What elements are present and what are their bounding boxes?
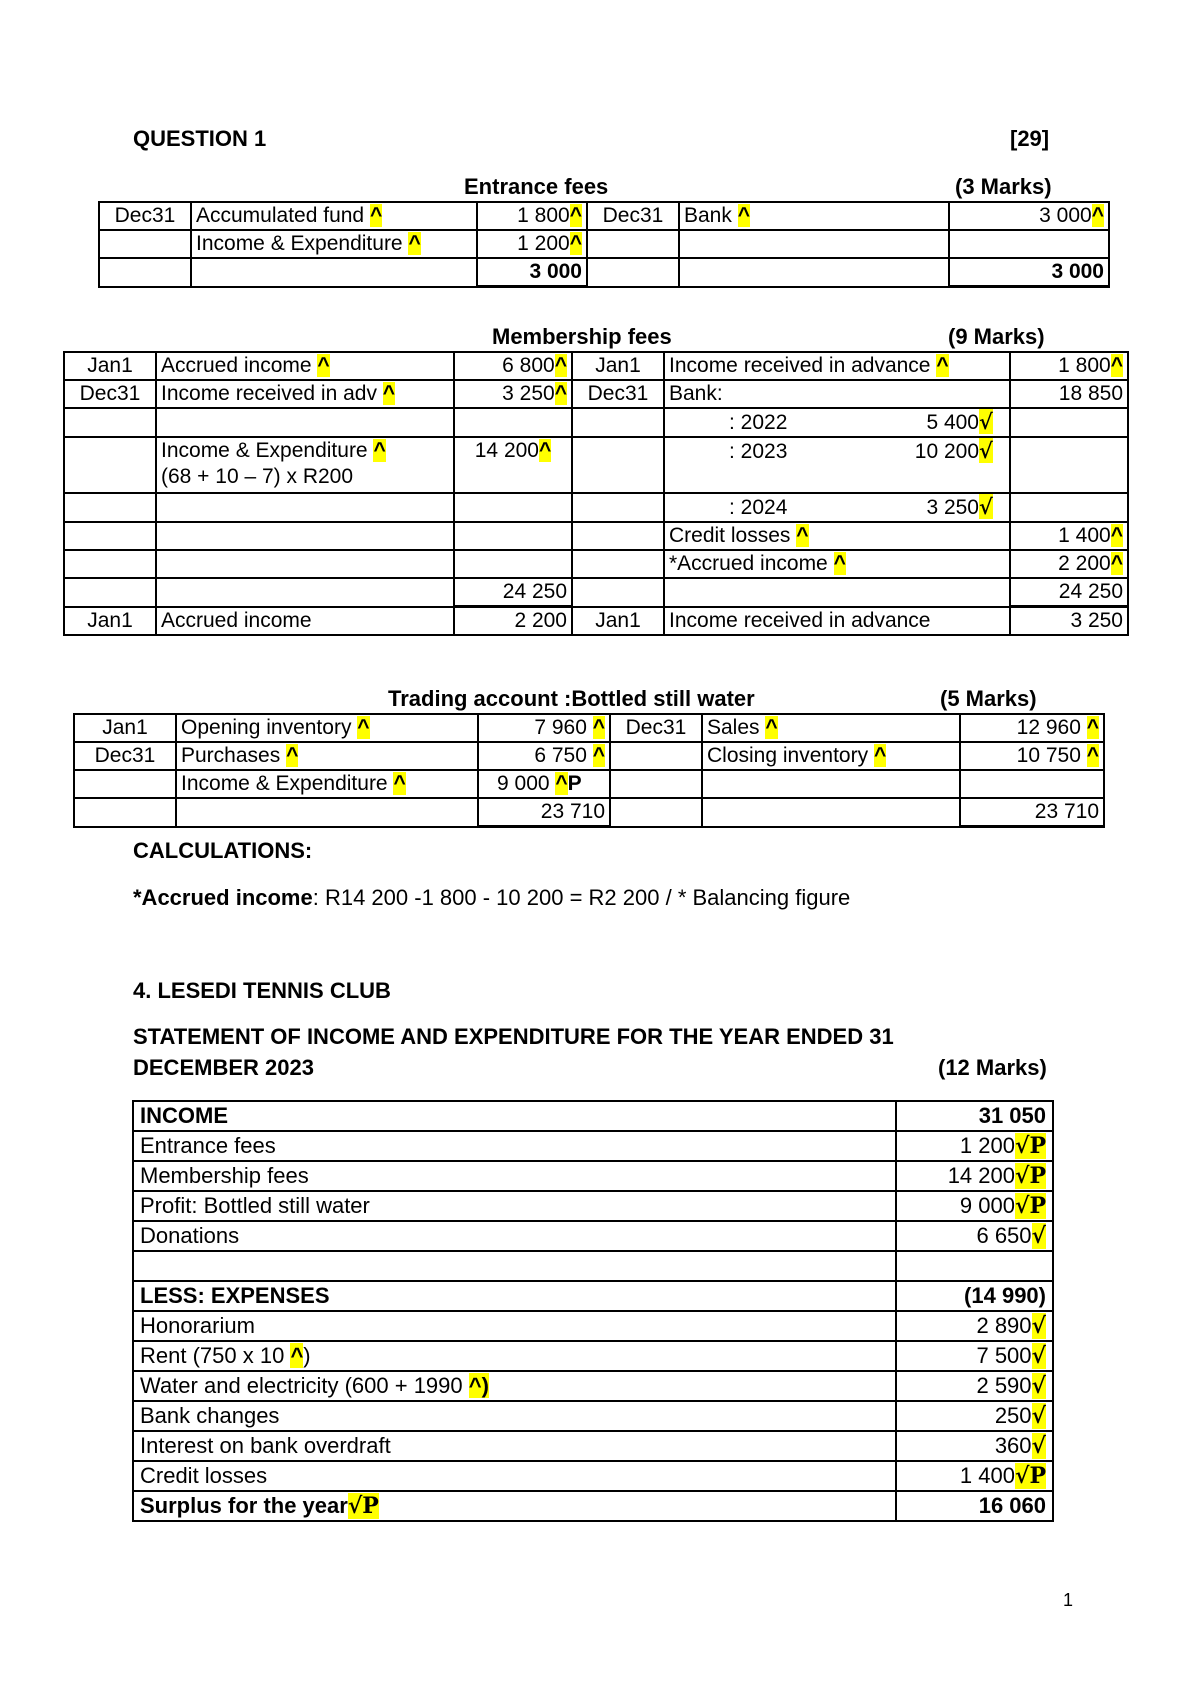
account-cell: Accrued income — [156, 607, 454, 636]
tick-p-mark: √P — [347, 1493, 379, 1519]
club-heading: 4. LESEDI TENNIS CLUB — [133, 978, 391, 1003]
membership-fees-marks: (9 Marks) — [948, 324, 1045, 349]
line-amount: 2 590√ — [896, 1371, 1053, 1401]
date-cell: Dec31 — [572, 380, 664, 408]
caret-mark: ^ — [1091, 204, 1104, 227]
line-label: Honorarium — [133, 1311, 896, 1341]
tick-mark: √ — [1031, 1403, 1046, 1429]
caret-mark: ^ — [357, 716, 370, 739]
surplus-label: Surplus for the year√P — [133, 1491, 896, 1521]
line-amount: 9 000√P — [896, 1191, 1053, 1221]
expenses-heading: LESS: EXPENSES — [133, 1281, 896, 1311]
statement-row — [133, 1131, 1053, 1161]
total-cell: 3 000 — [477, 258, 587, 287]
caret-mark: ^ — [286, 744, 299, 767]
statement-row — [133, 1491, 1053, 1521]
caret-mark: ^ — [569, 232, 582, 255]
caret-mark: ^ — [1086, 716, 1099, 739]
ledger-total-row — [99, 258, 1109, 287]
income-heading: INCOME — [133, 1101, 896, 1131]
line-label: Entrance fees — [133, 1131, 896, 1161]
tick-p-mark: √P — [1014, 1463, 1046, 1489]
account-cell: *Accrued income ^ — [664, 550, 1010, 578]
statement-row — [133, 1461, 1053, 1491]
tick-p-mark: √P — [1014, 1163, 1046, 1189]
calculations-heading: CALCULATIONS: — [133, 838, 313, 863]
line-label: Profit: Bottled still water — [133, 1191, 896, 1221]
total-cell: 23 710 — [960, 798, 1104, 827]
membership-fees-title: Membership fees — [492, 324, 672, 349]
caret-mark: ^ — [290, 1343, 304, 1368]
statement-title-line1: STATEMENT OF INCOME AND EXPENDITURE FOR THE YEAR ENDED 31 — [133, 1024, 894, 1049]
line-amount: 1 200√P — [896, 1131, 1053, 1161]
tick-mark: √ — [1031, 1313, 1046, 1339]
total-cell: 24 250 — [1010, 578, 1128, 607]
line-label: Credit losses — [133, 1461, 896, 1491]
total-cell: 3 000 — [949, 258, 1109, 287]
statement-row — [133, 1191, 1053, 1221]
caret-mark: ^ — [765, 716, 778, 739]
caret-mark: ^ — [555, 772, 568, 795]
entrance-fees-title: Entrance fees — [464, 174, 609, 199]
amount-cell: 1 400^ — [1010, 522, 1128, 550]
account-cell: Opening inventory ^ — [176, 714, 478, 742]
caret-mark: ^ — [468, 1373, 482, 1398]
account-cell: Credit losses ^ — [664, 522, 1010, 550]
account-cell: Income received in advance ^ — [664, 352, 1010, 380]
amount-cell: 12 960 ^ — [960, 714, 1104, 742]
amount-cell: 6 750 ^ — [478, 742, 610, 770]
trading-account-ledger — [73, 713, 1105, 828]
ledger-row — [99, 230, 1109, 258]
tick-mark: √ — [1031, 1373, 1046, 1399]
line-label: Bank changes — [133, 1401, 896, 1431]
line-label: Donations — [133, 1221, 896, 1251]
line-label: Water and electricity (600 + 1990 ^) — [133, 1371, 896, 1401]
amount-cell: 18 850 — [1010, 380, 1128, 408]
amount-cell: 6 800^ — [454, 352, 572, 380]
account-cell: Bank: — [664, 380, 1010, 408]
caret-mark: ^ — [833, 552, 846, 575]
caret-mark: ^ — [369, 204, 383, 227]
date-cell: Jan1 — [572, 607, 664, 636]
ledger-row — [64, 408, 1128, 437]
amount-cell: 1 200^ — [477, 230, 587, 258]
amount-cell: 3 250 — [1010, 607, 1128, 636]
amount-cell: 2 200 — [454, 607, 572, 636]
date-cell: Jan1 — [64, 352, 156, 380]
ledger-row — [64, 380, 1128, 408]
tick-mark: √ — [979, 409, 993, 434]
account-cell: Accumulated fund ^ — [191, 202, 477, 230]
question-title: QUESTION 1 — [133, 126, 267, 151]
caret-mark: ^ — [1086, 744, 1099, 767]
date-cell: Jan1 — [572, 352, 664, 380]
ledger-row — [99, 202, 1109, 230]
ledger-row — [64, 352, 1128, 380]
caret-mark: ^ — [796, 524, 809, 547]
line-amount: 7 500√ — [896, 1341, 1053, 1371]
bank-breakdown-cell: : 2022 5 400√ — [664, 408, 1010, 437]
ledger-row — [74, 714, 1104, 742]
caret-mark: ^ — [538, 439, 552, 462]
ledger-row — [74, 742, 1104, 770]
account-cell: Bank ^ — [679, 202, 949, 230]
line-label: Membership fees — [133, 1161, 896, 1191]
date-cell: Dec31 — [74, 742, 176, 770]
income-total: 31 050 — [896, 1101, 1053, 1131]
tick-p-mark: √P — [1014, 1133, 1046, 1159]
statement-row — [133, 1101, 1053, 1131]
amount-cell: 14 200^ — [454, 437, 572, 493]
caret-mark: ^ — [592, 744, 605, 767]
tick-mark: √ — [1031, 1223, 1046, 1249]
line-amount: 2 890√ — [896, 1311, 1053, 1341]
caret-mark: ^ — [737, 204, 750, 227]
caret-mark: ^ — [1110, 524, 1123, 547]
total-cell: 24 250 — [454, 578, 572, 607]
surplus-amount: 16 060 — [896, 1491, 1053, 1521]
tick-mark: √ — [1031, 1433, 1046, 1459]
line-amount: 14 200√P — [896, 1161, 1053, 1191]
amount-cell: 1 800^ — [477, 202, 587, 230]
line-amount: 1 400√P — [896, 1461, 1053, 1491]
ledger-row — [64, 437, 1128, 493]
accrued-income-calculation: *Accrued income: R14 200 -1 800 - 10 200 = R2 200 / * Balancing figure — [133, 885, 851, 910]
caret-mark: ^ — [382, 382, 396, 405]
trading-account-title: Trading account :Bottled still water — [388, 686, 755, 711]
caret-mark: ^ — [373, 439, 386, 462]
date-cell: Jan1 — [64, 607, 156, 636]
amount-cell: 1 800^ — [1010, 352, 1128, 380]
statement-row — [133, 1431, 1053, 1461]
account-cell: Income received in adv ^ — [156, 380, 454, 408]
ledger-row — [64, 522, 1128, 550]
account-cell: Sales ^ — [702, 714, 960, 742]
caret-mark: ^ — [936, 354, 949, 377]
statement-row — [133, 1251, 1053, 1281]
tick-mark: √ — [979, 438, 993, 463]
line-amount: 6 650√ — [896, 1221, 1053, 1251]
statement-row — [133, 1311, 1053, 1341]
ledger-row — [64, 493, 1128, 522]
date-cell: Dec31 — [610, 714, 702, 742]
ledger-row — [64, 607, 1128, 636]
entrance-fees-marks: (3 Marks) — [955, 174, 1052, 199]
income-expenditure-statement — [132, 1100, 1054, 1522]
trading-account-marks: (5 Marks) — [940, 686, 1037, 711]
caret-mark: ^ — [317, 354, 330, 377]
statement-row — [133, 1401, 1053, 1431]
ledger-row — [74, 770, 1104, 798]
account-cell: Closing inventory ^ — [702, 742, 960, 770]
date-cell: Dec31 — [99, 202, 191, 230]
caret-mark: ^ — [554, 382, 567, 405]
amount-cell: 10 750 ^ — [960, 742, 1104, 770]
caret-mark: ^ — [554, 354, 567, 377]
expenses-total: (14 990) — [896, 1281, 1053, 1311]
caret-mark: ^ — [408, 232, 421, 255]
caret-mark: ^ — [1110, 552, 1123, 575]
page-number: 1 — [1063, 1590, 1074, 1610]
caret-mark: ^ — [1110, 354, 1123, 377]
line-label: Interest on bank overdraft — [133, 1431, 896, 1461]
account-cell: Accrued income ^ — [156, 352, 454, 380]
line-label: Rent (750 x 10 ^) — [133, 1341, 896, 1371]
entrance-fees-ledger — [98, 201, 1110, 288]
caret-mark: ^ — [873, 744, 887, 767]
amount-cell: 3 000^ — [949, 202, 1109, 230]
ledger-total-row — [74, 798, 1104, 827]
caret-mark: ^ — [592, 716, 605, 739]
p-mark: P — [567, 772, 582, 795]
membership-fees-ledger — [63, 351, 1129, 636]
bank-breakdown-cell: : 2024 3 250√ — [664, 493, 1010, 522]
amount-cell: 9 000 ^P — [478, 770, 610, 798]
bank-breakdown-cell: : 2023 10 200√ — [664, 437, 1010, 493]
caret-mark: ^ — [393, 772, 406, 795]
tick-mark: √ — [1031, 1343, 1046, 1369]
total-cell: 23 710 — [478, 798, 610, 827]
amount-cell: 7 960 ^ — [478, 714, 610, 742]
amount-cell: 3 250^ — [454, 380, 572, 408]
date-cell: Jan1 — [74, 714, 176, 742]
ledger-total-row — [64, 578, 1128, 607]
amount-cell: 2 200^ — [1010, 550, 1128, 578]
statement-row — [133, 1221, 1053, 1251]
caret-mark: ^ — [569, 204, 582, 227]
statement-row — [133, 1341, 1053, 1371]
account-cell: Income & Expenditure ^ — [176, 770, 478, 798]
account-cell: Income & Expenditure ^ (68 + 10 – 7) x R200 — [156, 437, 454, 493]
date-cell: Dec31 — [587, 202, 679, 230]
account-cell: Purchases ^ — [176, 742, 478, 770]
question-total-marks: [29] — [1010, 126, 1050, 151]
ledger-row — [64, 550, 1128, 578]
line-amount: 250√ — [896, 1401, 1053, 1431]
statement-row — [133, 1371, 1053, 1401]
statement-title-line2: DECEMBER 2023 — [133, 1055, 314, 1080]
date-cell: Dec31 — [64, 380, 156, 408]
statement-marks: (12 Marks) — [938, 1055, 1047, 1080]
tick-p-mark: √P — [1014, 1193, 1046, 1219]
statement-row — [133, 1281, 1053, 1311]
tick-mark: √ — [979, 494, 993, 519]
statement-row — [133, 1161, 1053, 1191]
account-cell: Income & Expenditure ^ — [191, 230, 477, 258]
line-amount: 360√ — [896, 1431, 1053, 1461]
account-cell: Income received in advance — [664, 607, 1010, 636]
